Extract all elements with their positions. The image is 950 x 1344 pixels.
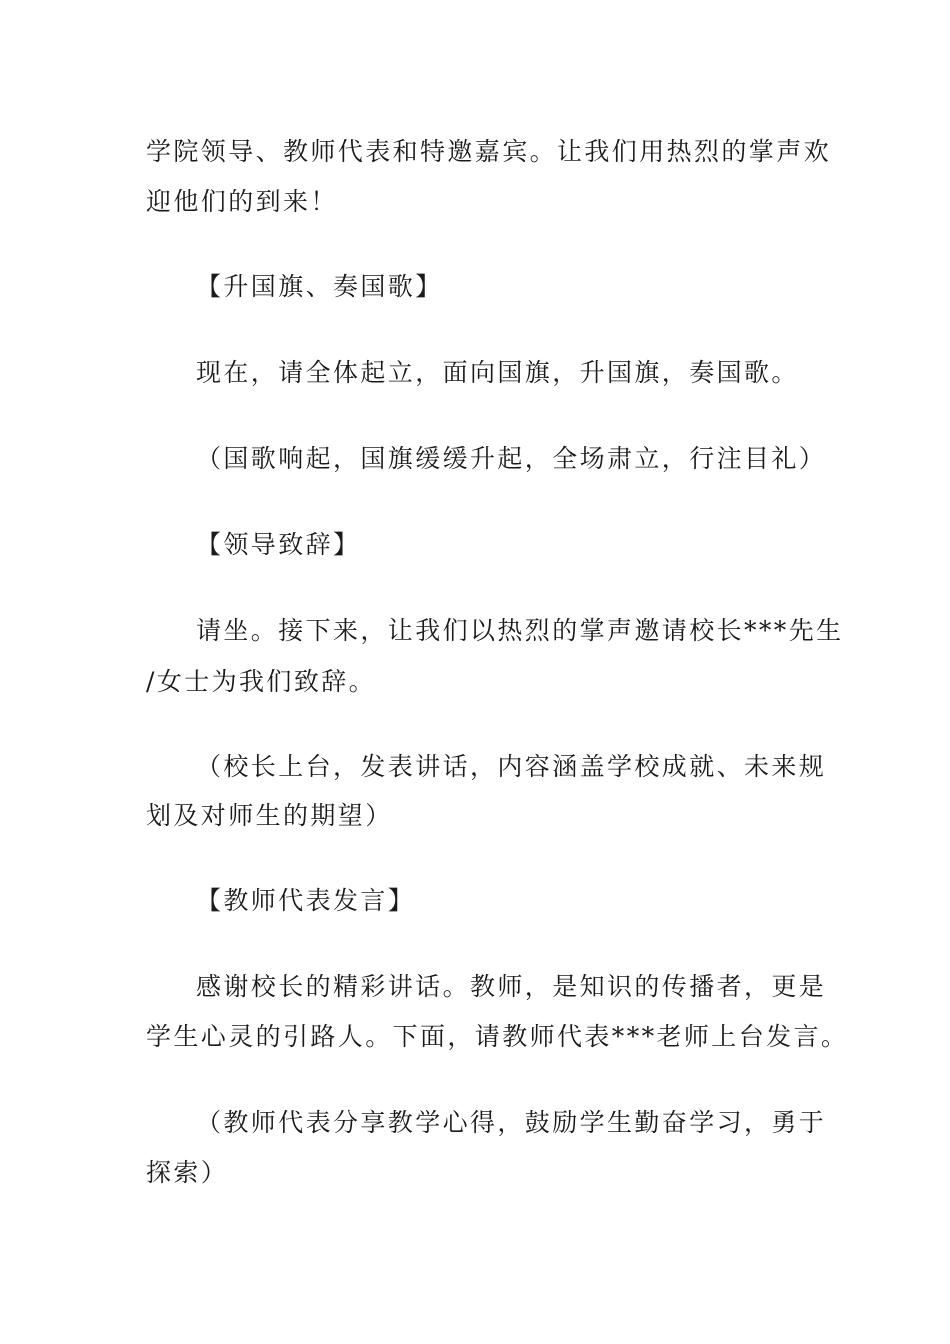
teacher-line-1: 感谢校长的精彩讲话。教师，是知识的传播者，更是 [196, 972, 827, 1001]
section-heading-flag: 【升国旗、奏国歌】 [196, 272, 443, 301]
teacher-line-2: 学生心灵的引路人。下面，请教师代表***老师上台发言。 [146, 1022, 849, 1051]
leader-note-line-2: 划及对师生的期望） [146, 801, 393, 830]
section-heading-teacher: 【教师代表发言】 [196, 886, 416, 915]
leader-note-line-1: （校长上台，发表讲话，内容涵盖学校成就、未来规 [196, 752, 827, 781]
leader-line-1: 请坐。接下来，让我们以热烈的掌声邀请校长***先生 [196, 616, 844, 645]
section-heading-leader: 【领导致辞】 [196, 530, 361, 559]
flag-note: （国歌响起，国旗缓缓升起，全场肃立，行注目礼） [196, 444, 827, 473]
leader-line-2: /女士为我们致辞。 [146, 667, 377, 696]
flag-paragraph: 现在，请全体起立，面向国旗，升国旗，奏国歌。 [196, 358, 799, 387]
teacher-note-line-2: 探索） [146, 1158, 229, 1187]
intro-line-2: 迎他们的到来！ [146, 187, 338, 216]
intro-line-1: 学院领导、教师代表和特邀嘉宾。让我们用热烈的掌声欢 [146, 137, 832, 166]
teacher-note-line-1: （教师代表分享教学心得，鼓励学生勤奋学习，勇于 [196, 1108, 827, 1137]
